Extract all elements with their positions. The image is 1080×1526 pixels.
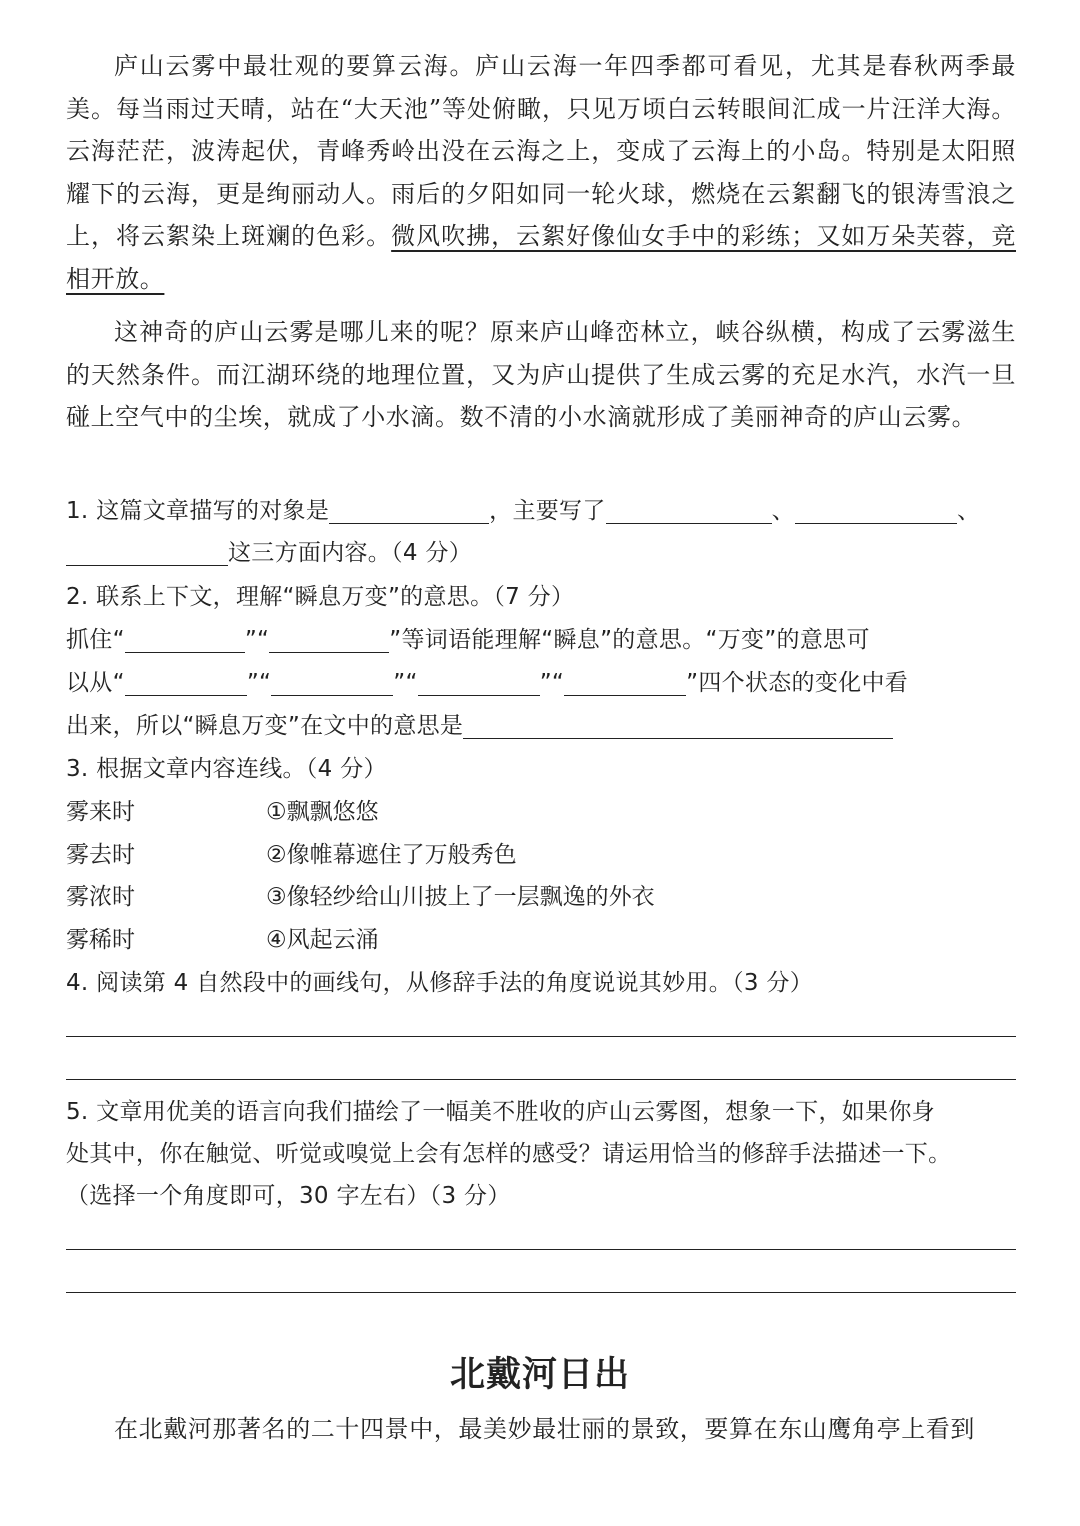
q1-text-a: 1. 这篇文章描写的对象是 [66, 498, 330, 524]
q2-blank-1[interactable] [125, 628, 245, 653]
question-2-line-3 [66, 710, 893, 742]
q2-blank-4[interactable] [271, 671, 393, 696]
q2-blank-5[interactable] [418, 671, 540, 696]
match-left-item[interactable]: 雾浓时 [66, 884, 135, 910]
question-5-line-2: 处其中，你在触觉、听觉或嗅觉上会有怎样的感受？请运用恰当的修辞手法描述一下。 [66, 1141, 952, 1167]
underlined-sentence: 微风吹拂，云絮好像仙女手中的彩练；又如万朵芙蓉，竞相开放。 [66, 222, 1016, 293]
question-2-line-2 [66, 667, 908, 699]
q1-blank-object[interactable] [329, 499, 489, 524]
answer-line[interactable] [66, 1036, 1016, 1037]
next-passage-first-line: 在北戴河那著名的二十四景中，最美妙最壮丽的景致，要算在东山鹰角亭上看到 [114, 1415, 975, 1443]
q1-text-c: 这三方面内容。（4 分） [228, 540, 473, 566]
q1-blank-aspect-1[interactable] [606, 499, 772, 524]
q2-blank-meaning[interactable] [463, 714, 893, 739]
passage-paragraph-5: 这神奇的庐山云雾是哪儿来的呢？原来庐山峰峦林立，峡谷纵横，构成了云雾滋生的天然条件。而江湖环绕的地理位置，又为庐山提供了生成云雾的充足水汽，水汽一旦碰上空气中的尘埃，就成了小水滴。数不清的小水滴就形成了美丽神奇的庐山云雾。 [66, 318, 1016, 431]
question-1-line-2 [66, 537, 472, 569]
passage-title: 北戴河日出 [449, 1355, 630, 1395]
question-2-title: 2. 联系上下文，理解“瞬息万变”的意思。（7 分） [66, 584, 575, 610]
answer-line[interactable] [66, 1292, 1016, 1293]
q1-blank-aspect-2[interactable] [795, 499, 957, 524]
q2-text: 出来，所以“瞬息万变”在文中的意思是 [66, 713, 464, 739]
question-3-title: 3. 根据文章内容连线。（4 分） [66, 756, 387, 782]
q1-separator-1: 、 [771, 498, 795, 524]
passage-paragraph-4 [66, 45, 1016, 300]
q2-quote-sep: ”“ [393, 670, 418, 696]
match-right-item[interactable]: ②像帷幕遮住了万般秀色 [266, 842, 517, 868]
q2-text: 抓住“ [66, 627, 125, 653]
match-left-item[interactable]: 雾去时 [66, 842, 135, 868]
question-2-line-1 [66, 624, 870, 656]
q2-quote-sep: ”“ [246, 670, 272, 696]
question-1-line-1 [66, 495, 980, 527]
match-right-item[interactable]: ④风起云涌 [266, 927, 379, 953]
question-4-title: 4. 阅读第 4 自然段中的画线句，从修辞手法的角度说说其妙用。（3 分） [66, 970, 814, 996]
q2-text: 以从“ [66, 670, 125, 696]
q2-blank-3[interactable] [125, 671, 247, 696]
match-right-item[interactable]: ①飘飘悠悠 [266, 799, 379, 825]
q1-text-b: ，主要写了 [489, 498, 606, 524]
answer-line[interactable] [66, 1249, 1016, 1250]
q1-blank-aspect-3[interactable] [66, 541, 228, 566]
q2-text: ”等词语能理解“瞬息”的意思。“万变”的意思可 [389, 627, 870, 653]
question-5-line-1: 5. 文章用优美的语言向我们描绘了一幅美不胜收的庐山云雾图，想象一下，如果你身 [66, 1099, 935, 1125]
answer-line[interactable] [66, 1079, 1016, 1080]
q2-text: ”四个状态的变化中看 [686, 670, 909, 696]
q2-quote-sep: ”“ [539, 670, 565, 696]
match-right-item[interactable]: ③像轻纱给山川披上了一层飘逸的外衣 [266, 884, 655, 910]
paragraph-4-text: 庐山云雾中最壮观的要算云海。庐山云海一年四季都可看见，尤其是春秋两季最美。每当雨过天晴，站在“大天池”等处俯瞰，只见万顷白云转眼间汇成一片汪洋大海。云海茫茫，波涛起伏，青峰秀岭出没在云海之上，变成了云海上的小岛。特别是太阳照耀下的云海，更是绚丽动人。雨后的夕阳如同一轮火球，燃烧在云絮翻飞的银涛雪浪之上，将云絮染上斑斓的色彩。 [66, 52, 1016, 250]
q2-quote-sep: ”“ [244, 627, 270, 653]
q1-separator-2: 、 [956, 498, 981, 524]
question-5-line-3: （选择一个角度即可，30 字左右）（3 分） [66, 1183, 511, 1209]
match-left-item[interactable]: 雾稀时 [66, 927, 135, 953]
q2-blank-6[interactable] [564, 671, 686, 696]
match-left-item[interactable]: 雾来时 [66, 799, 135, 825]
q2-blank-2[interactable] [269, 628, 389, 653]
